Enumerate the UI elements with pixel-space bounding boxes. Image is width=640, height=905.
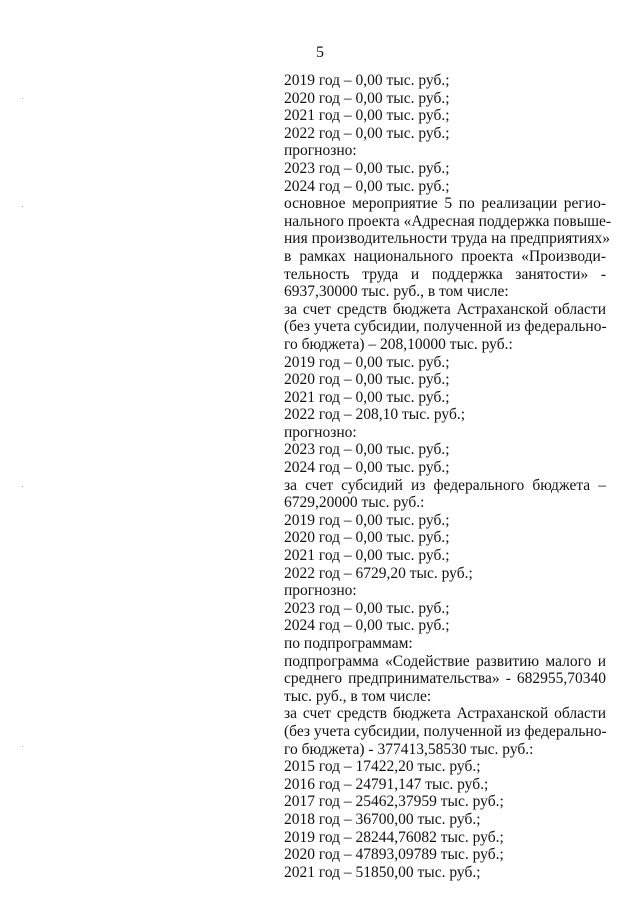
scan-speck: [22, 98, 23, 99]
text-line: 2021 год – 0,00 тыс. руб.;: [284, 388, 450, 406]
text-line: 2019 год – 0,00 тыс. руб.;: [284, 353, 450, 371]
text-line: подпрограмма «Содействие развитию малого и: [284, 652, 606, 670]
text-line: 2017 год – 25462,37959 тыс. руб.;: [284, 793, 504, 811]
text-line: за счет средств бюджета Астраханской области: [284, 300, 606, 318]
text-line: прогнозно:: [284, 582, 357, 600]
text-line: за счет средств бюджета Астраханской области: [284, 705, 606, 723]
text-line: 2024 год – 0,00 тыс. руб.;: [284, 459, 450, 477]
scan-speck: [22, 206, 23, 207]
text-line: 6937,30000 тыс. руб., в том числе:: [284, 283, 509, 301]
text-line: 2024 год – 0,00 тыс. руб.;: [284, 177, 450, 195]
text-line: 2021 год – 51850,00 тыс. руб.;: [284, 863, 481, 881]
text-line: 2024 год – 0,00 тыс. руб.;: [284, 617, 450, 635]
text-line: го бюджета) – 208,10000 тыс. руб.:: [284, 335, 513, 353]
text-line: 2019 год – 28244,76082 тыс. руб.;: [284, 828, 504, 846]
text-line: по подпрограммам:: [284, 635, 413, 652]
text-line: 2023 год – 0,00 тыс. руб.;: [284, 441, 450, 459]
text-line: ния производительности труда на предприятиях»: [284, 230, 610, 248]
text-line: прогнозно:: [284, 142, 357, 160]
text-line: 2018 год – 36700,00 тыс. руб.;: [284, 810, 481, 828]
text-line: 2022 год – 208,10 тыс. руб.;: [284, 406, 466, 424]
text-line: 2021 год – 0,00 тыс. руб.;: [284, 107, 450, 125]
page-number: 5: [316, 44, 324, 61]
text-line: среднего предпринимательства» - 682955,70340: [284, 670, 606, 688]
scan-speck: [22, 486, 23, 487]
text-line: 2016 год – 24791,147 тыс. руб.;: [284, 775, 489, 793]
scan-speck: [22, 746, 23, 747]
text-line: 2020 год – 0,00 тыс. руб.;: [284, 371, 450, 389]
text-line: 2020 год – 0,00 тыс. руб.;: [284, 89, 450, 107]
text-line: го бюджета) - 377413,58530 тыс. руб.:: [284, 740, 534, 758]
text-line: тыс. руб., в том числе:: [284, 687, 432, 705]
text-line: основное мероприятие 5 по реализации регио-: [284, 195, 606, 213]
text-line: (без учета субсидии, полученной из федерально-: [284, 722, 607, 740]
text-line: прогнозно:: [284, 423, 357, 441]
text-line: за счет субсидий из федерального бюджета –: [284, 476, 606, 494]
text-line: тельность труда и поддержка занятости» -: [284, 265, 606, 283]
text-line: 2020 год – 47893,09789 тыс. руб.;: [284, 846, 504, 864]
text-line: 2022 год – 6729,20 тыс. руб.;: [284, 564, 473, 582]
text-line: 2020 год – 0,00 тыс. руб.;: [284, 529, 450, 547]
text-line: (без учета субсидии, полученной из федерально-: [284, 318, 607, 336]
text-line: 2022 год – 0,00 тыс. руб.;: [284, 124, 450, 142]
text-line: 2019 год – 0,00 тыс. руб.;: [284, 72, 450, 89]
text-line: 2015 год – 17422,20 тыс. руб.;: [284, 758, 481, 776]
text-line: в рамках национального проекта «Производи-: [284, 247, 606, 265]
text-line: 2019 год – 0,00 тыс. руб.;: [284, 511, 450, 529]
text-line: 6729,20000 тыс. руб.:: [284, 494, 425, 512]
document-text-column: [284, 72, 612, 881]
text-line: 2023 год – 0,00 тыс. руб.;: [284, 159, 450, 177]
text-line: 2021 год – 0,00 тыс. руб.;: [284, 547, 450, 565]
text-line: 2023 год – 0,00 тыс. руб.;: [284, 599, 450, 617]
text-line: нального проекта «Адресная поддержка повыше-: [284, 212, 612, 230]
